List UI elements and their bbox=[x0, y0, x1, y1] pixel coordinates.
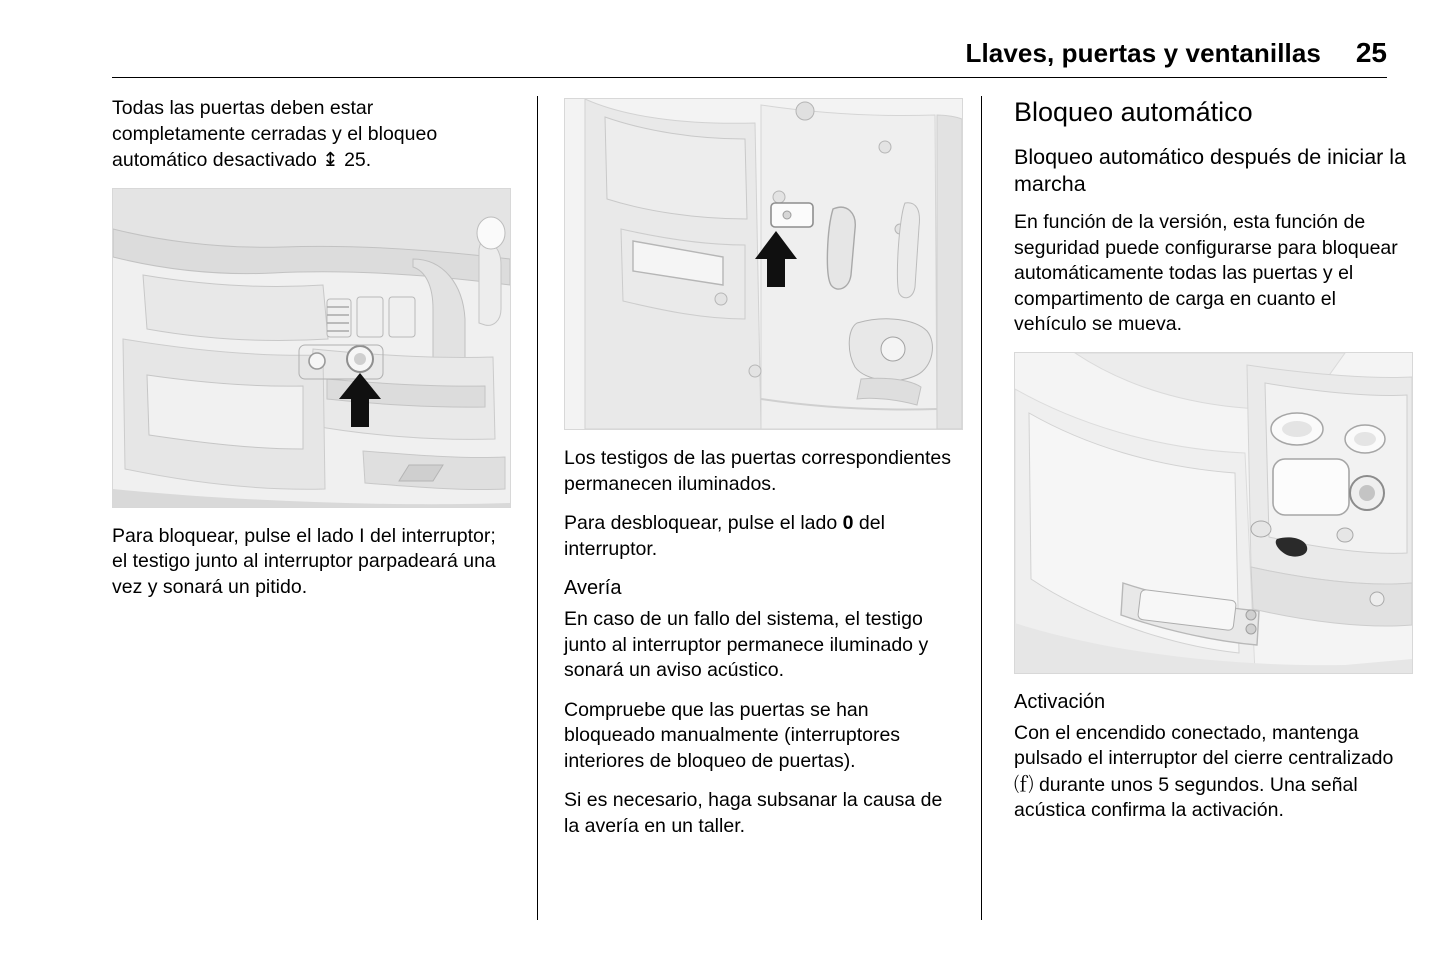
averia-paragraph-1: En caso de un fallo del sistema, el testigo junto al interruptor permanece iluminado y sonará un aviso acústico. bbox=[564, 608, 929, 681]
figure-roof-console bbox=[1014, 352, 1413, 674]
column-one bbox=[112, 96, 537, 920]
figure-roof-console-illustration bbox=[1015, 353, 1412, 673]
unlock-text-after: del interruptor. bbox=[564, 512, 885, 560]
unlock-side-label: 0 bbox=[842, 512, 854, 534]
averia-paragraph-3: Si es necesario, haga subsanar la causa de la avería en un taller. bbox=[564, 789, 943, 837]
unlock-text-before: Para desbloquear, pulse el lado bbox=[564, 512, 838, 534]
page-header bbox=[112, 38, 1387, 82]
heading-averia: Avería bbox=[564, 577, 622, 599]
central-lock-switch-icon: ⒡ bbox=[1014, 772, 1034, 796]
page-ref-arrow-icon: ↨ bbox=[322, 148, 339, 171]
heading-bloqueo-despues-marcha: Bloqueo automático después de iniciar la marcha bbox=[1014, 145, 1407, 196]
indicator-paragraph: Los testigos de las puertas correspondientes permanecen iluminados. bbox=[564, 447, 951, 495]
averia-paragraph-2: Compruebe que las puertas se han bloqueado manualmente (interruptores interiores de bloqueo de puertas). bbox=[564, 698, 901, 772]
page-columns bbox=[112, 96, 1407, 920]
page-title: Llaves, puertas y ventanillas bbox=[965, 38, 1321, 68]
heading-activacion: Activación bbox=[1014, 690, 1106, 713]
activacion-text-before: Con el encendido conectado, mantenga pulsado el interruptor del cierre centralizado bbox=[1014, 721, 1394, 769]
activacion-paragraph bbox=[1014, 721, 1413, 824]
header-divider bbox=[112, 77, 1387, 78]
heading-bloqueo-automatico: Bloqueo automático bbox=[1014, 97, 1253, 127]
intro-paragraph bbox=[112, 96, 509, 174]
intro-ref: 25. bbox=[344, 149, 372, 171]
activacion-text-after: durante unos 5 segundos. Una señal acústica confirma la activación. bbox=[1014, 773, 1358, 821]
intro-text: Todas las puertas deben estar completamente cerradas y el bloqueo automático desactivado bbox=[112, 97, 438, 171]
column-two bbox=[538, 96, 981, 920]
lock-instruction-paragraph bbox=[112, 524, 509, 601]
figure-dashboard-lock-switch bbox=[112, 188, 511, 508]
unlock-paragraph bbox=[564, 511, 953, 562]
column-three bbox=[982, 96, 1413, 920]
figure-door-lock-switch bbox=[564, 98, 963, 430]
page-number: 25 bbox=[1355, 37, 1387, 68]
bloqueo-paragraph-1: En función de la versión, esta función de seguridad puede configurarse para bloquear automáticamente todas las puertas y el compartimento de carga en cuanto el vehículo se mueva. bbox=[1014, 211, 1398, 335]
figure-dashboard-illustration bbox=[113, 189, 510, 507]
lock-instruction-text: Para bloquear, pulse el lado I del interruptor; el testigo junto al interruptor parpadeará una vez y sonará un pitido. bbox=[112, 524, 496, 598]
figure-door-illustration bbox=[565, 99, 962, 429]
